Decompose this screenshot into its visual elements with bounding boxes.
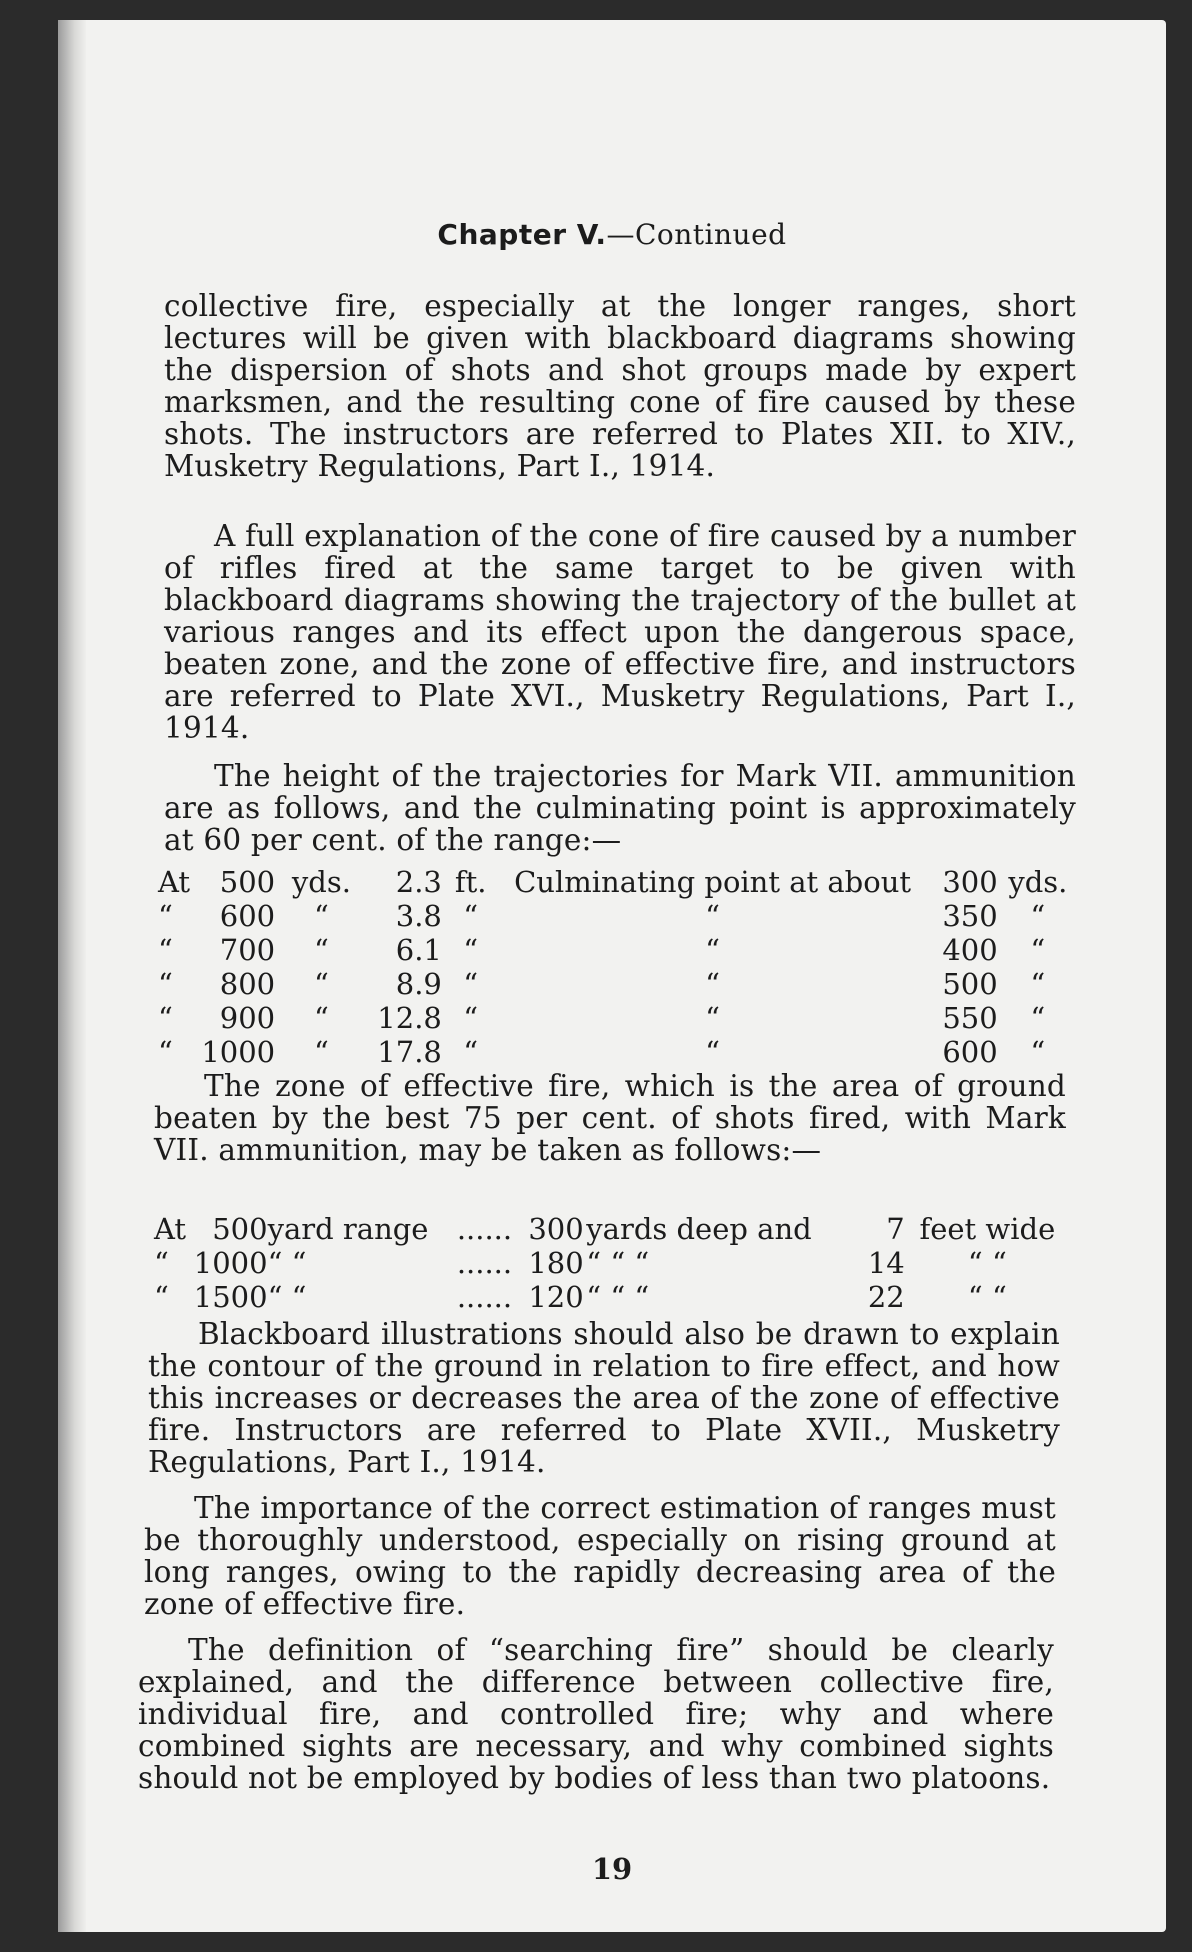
range-unit: “ xyxy=(314,899,329,933)
depth-value: 180 xyxy=(528,1246,584,1280)
point-unit: “ xyxy=(1030,899,1046,933)
height-value: 6.1 xyxy=(395,933,442,967)
culminating-point: 500 xyxy=(942,967,998,1001)
range-unit: “ xyxy=(314,967,329,1001)
culminating-point: 600 xyxy=(942,1035,998,1069)
row-lead: “ xyxy=(154,1246,169,1280)
book-page xyxy=(58,20,1166,1932)
culminating-point: 350 xyxy=(942,899,998,933)
depth-unit: “ “ “ xyxy=(586,1246,650,1280)
dot-leader: ...... xyxy=(456,1246,513,1280)
height-value: 3.8 xyxy=(395,899,442,933)
range-unit: “ “ xyxy=(267,1246,307,1280)
range-unit: “ “ xyxy=(267,1280,307,1314)
culminating-text: “ xyxy=(705,1035,720,1069)
row-lead: “ xyxy=(158,933,173,967)
range-unit: yds. xyxy=(291,865,351,899)
culminating-text: “ xyxy=(705,1001,720,1035)
row-lead: “ xyxy=(158,967,173,1001)
paragraph-1: collective fire, especially at the longer ranges, short lectures will be given with blackboard diagrams showing the dispersion of shots and shot groups made by expert marksmen, and the resulting cone of fire caused by these shots. The instructors are referred to Plates XII. to XIV., Musketry Regulations, Part I., 1914. xyxy=(164,289,1076,483)
range-unit: “ xyxy=(314,1035,329,1069)
width-unit: “ “ xyxy=(967,1280,1007,1314)
table-row xyxy=(154,1280,1070,1314)
row-lead: At xyxy=(154,1212,187,1246)
range-value: 900 xyxy=(219,1001,276,1035)
culminating-text: “ xyxy=(705,899,720,933)
range-value: 600 xyxy=(219,899,276,933)
height-value: 12.8 xyxy=(377,1001,442,1035)
table-row xyxy=(158,899,1078,933)
height-value: 8.9 xyxy=(395,967,442,1001)
range-value: 1000 xyxy=(201,1035,276,1069)
range-value: 500 xyxy=(219,865,276,899)
range-value: 1500 xyxy=(193,1280,268,1314)
height-unit: “ xyxy=(463,933,479,967)
height-unit: “ xyxy=(463,1001,479,1035)
width-unit: feet wide xyxy=(919,1212,1056,1246)
point-unit: yds. xyxy=(1008,865,1068,899)
chapter-title: Chapter V. xyxy=(437,218,607,251)
table-row xyxy=(158,865,1078,899)
dot-leader: ...... xyxy=(456,1280,513,1314)
dot-leader: ...... xyxy=(456,1212,513,1246)
page-number: 19 xyxy=(591,1852,633,1886)
row-lead: “ xyxy=(158,1035,173,1069)
point-unit: “ xyxy=(1030,1001,1046,1035)
height-unit: “ xyxy=(463,899,479,933)
range-unit: “ xyxy=(314,1001,329,1035)
table-row xyxy=(154,1212,1070,1246)
width-value: 7 xyxy=(886,1212,905,1246)
culminating-text: Culminating point at about xyxy=(514,865,912,899)
paragraph-3: The height of the trajectories for Mark VII. ammunition are as follows, and the culminating point is approximately at 60 per cent. of the range:— xyxy=(164,759,1076,857)
width-value: 22 xyxy=(867,1280,905,1314)
range-value: 1000 xyxy=(193,1246,268,1280)
range-value: 500 xyxy=(212,1212,268,1246)
culminating-text: “ xyxy=(705,933,720,967)
range-unit: “ xyxy=(314,933,329,967)
range-value: 800 xyxy=(219,967,276,1001)
range-unit: yard range xyxy=(267,1212,429,1246)
culminating-point: 400 xyxy=(942,933,998,967)
paragraph-7: The definition of “searching fire” should be clearly explained, and the difference between collective fire, individual fire, and controlled fire; why and where combined sights are necessary, and why combined sights should not be employed by bodies of less than two platoons. xyxy=(138,1633,1054,1795)
paragraph-6: The importance of the correct estimation of ranges must be thoroughly understood, especially on rising ground at long ranges, owing to the rapidly decreasing area of the zone of effective fire. xyxy=(144,1491,1056,1621)
row-lead: “ xyxy=(158,899,173,933)
height-value: 17.8 xyxy=(377,1035,442,1069)
culminating-point: 550 xyxy=(942,1001,998,1035)
point-unit: “ xyxy=(1030,967,1046,1001)
chapter-continued: —Continued xyxy=(606,218,787,251)
width-value: 14 xyxy=(867,1246,905,1280)
chapter-heading xyxy=(58,218,1166,251)
height-unit: “ xyxy=(463,967,479,1001)
paragraph-4: The zone of effective fire, which is the area of ground beaten by the best 75 per cent. of shots fired, with Mark VII. ammunition, may be taken as follows:— xyxy=(154,1069,1066,1167)
paragraph-2: A full explanation of the cone of fire caused by a number of rifles fired at the same target to be given with blackboard diagrams showing the trajectory of the bullet at various ranges and its effect upon the dangerous space, beaten zone, and the zone of effective fire, and instructors are referred to Plate XVI., Musketry Regulations, Part I., 1914. xyxy=(164,519,1076,745)
culminating-text: “ xyxy=(705,967,720,1001)
paragraph-5: Blackboard illustrations should also be drawn to explain the contour of the ground in relation to fire effect, and how this increases or decreases the area of the zone of effective fire. Instructors are referred to Plate XVII., Musketry Regulations, Part I., 1914. xyxy=(148,1317,1060,1479)
height-unit: “ xyxy=(463,1035,479,1069)
row-lead: At xyxy=(158,865,191,899)
point-unit: “ xyxy=(1030,1035,1046,1069)
table-row xyxy=(158,1001,1078,1035)
table-row xyxy=(158,967,1078,1001)
depth-unit: yards deep and xyxy=(586,1212,812,1246)
trajectory-table xyxy=(158,865,1078,1069)
book-spine-shadow xyxy=(58,20,86,1932)
point-unit: “ xyxy=(1030,933,1046,967)
depth-value: 120 xyxy=(528,1280,584,1314)
height-value: 2.3 xyxy=(395,865,442,899)
range-value: 700 xyxy=(219,933,276,967)
table-row xyxy=(154,1246,1070,1280)
row-lead: “ xyxy=(158,1001,173,1035)
culminating-point: 300 xyxy=(942,865,998,899)
height-unit: ft. xyxy=(454,865,487,899)
depth-unit: “ “ “ xyxy=(586,1280,650,1314)
row-lead: “ xyxy=(154,1280,169,1314)
width-unit: “ “ xyxy=(967,1246,1007,1280)
depth-value: 300 xyxy=(528,1212,584,1246)
table-row xyxy=(158,933,1078,967)
table-row xyxy=(158,1035,1078,1069)
zone-table xyxy=(154,1212,1070,1314)
